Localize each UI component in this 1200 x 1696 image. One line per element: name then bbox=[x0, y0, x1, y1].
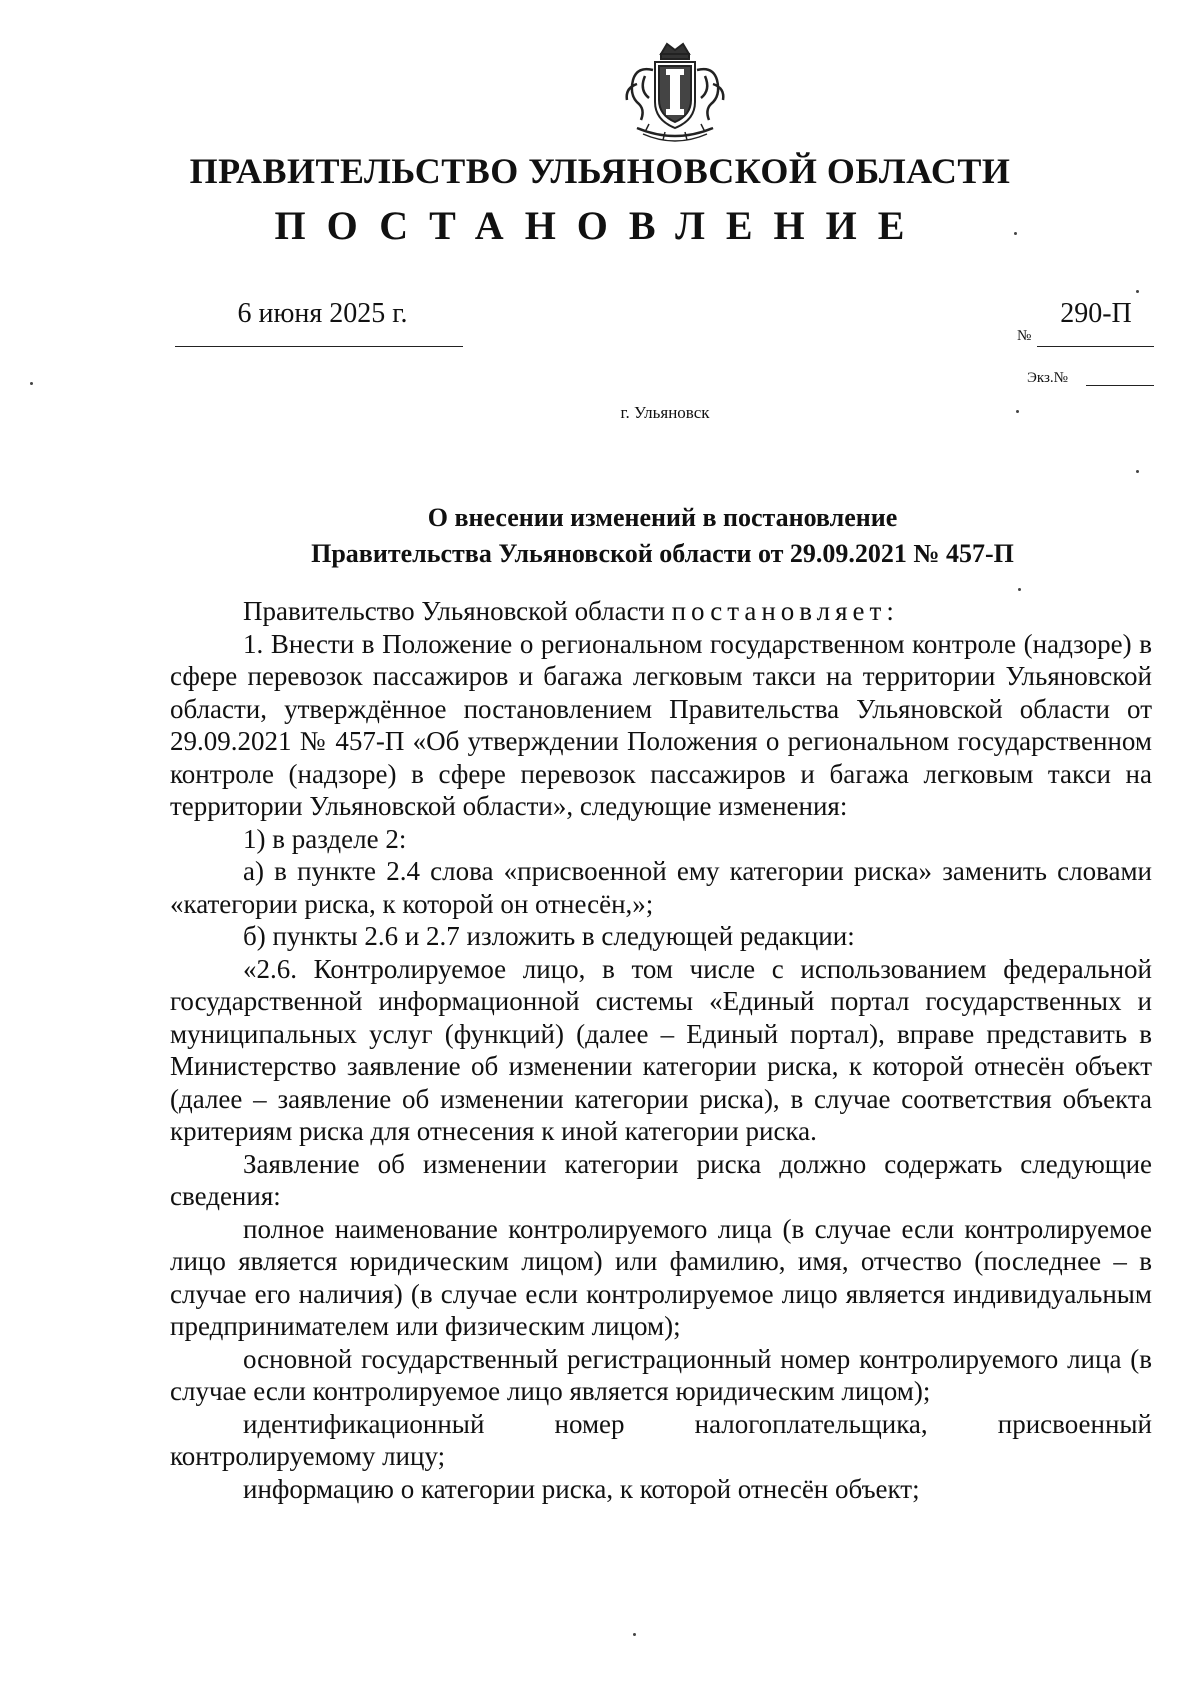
decree-date: 6 июня 2025 г. bbox=[237, 298, 408, 329]
decree-body bbox=[170, 595, 1152, 1505]
paragraph: Заявление об изменении категории риска должно содержать следующие сведения: bbox=[170, 1148, 1152, 1211]
paragraph: 1. Внести в Положение о региональном государственном контроле (надзоре) в сфере перевозок пассажиров и багажа легковым такси на территории Ульяновской области, утверждённое постановлением Правительства Ульяновской области от 29.09.2021 № 457-П «Об утверждении Положения о региональном государственном контроле (надзоре) в сфере перевозок пассажиров и багажа легковым такси на территории Ульяновской области», следующие изменения: bbox=[170, 628, 1152, 821]
copy-number-label: Экз.№ bbox=[1027, 370, 1068, 386]
decree-heading bbox=[175, 500, 1150, 572]
paragraph: основной государственный регистрационный номер контролируемого лица (в случае если контролируемое лицо является юридическим лицом); bbox=[170, 1343, 1152, 1406]
paragraph: а) в пункте 2.4 слова «присвоенной ему категории риска» заменить словами «категории риска, к которой он отнесён,»; bbox=[170, 856, 1152, 919]
paragraph: 1) в разделе 2: bbox=[243, 823, 407, 854]
decree-number: 290-П bbox=[1060, 298, 1132, 329]
decree-title: ПОСТАНОВЛЕНИЕ bbox=[274, 203, 926, 248]
scan-speck bbox=[1016, 410, 1019, 413]
paragraph: полное наименование контролируемого лица (в случае если контролируемое лицо является юридическим лицом) или фамилию, имя, отчество (последнее – в случае его наличия) (в случае если контролируемое лицо является индивидуальным предпринимателем или физическим лицом); bbox=[170, 1213, 1152, 1341]
paragraph: информацию о категории риска, к которой отнесён объект; bbox=[243, 1473, 920, 1504]
paragraph: «2.6. Контролируемое лицо, в том числе с использованием федеральной государственной информационной системы «Единый портал государственных и муниципальных услуг (функций) (далее – Единый портал), вправе представить в Министерство заявление об изменении категории риска, к которой отнесён объект (далее – заявление об изменении категории риска), в случае соответствия объекта критериям риска для отнесения к иной категории риска. bbox=[170, 953, 1152, 1146]
intro-text: Правительство Ульяновской области bbox=[243, 596, 672, 626]
coat-of-arms-emblem bbox=[615, 40, 735, 152]
scan-speck bbox=[30, 382, 33, 385]
number-underline bbox=[1037, 346, 1154, 347]
paragraph: идентификационный номер налогоплательщика, присвоенный контролируемому лицу; bbox=[170, 1408, 1152, 1471]
intro-paragraph bbox=[170, 595, 1152, 628]
copy-number-underline bbox=[1086, 385, 1154, 386]
heading-line-1: О внесении изменений в постановление bbox=[427, 503, 898, 532]
scan-speck bbox=[1018, 588, 1021, 591]
scan-speck bbox=[1136, 470, 1139, 473]
scan-speck bbox=[1136, 290, 1139, 293]
date-underline bbox=[175, 346, 463, 347]
intro-spaced-verb: постановляет bbox=[671, 596, 887, 626]
government-title: ПРАВИТЕЛЬСТВО УЛЬЯНОВСКОЙ ОБЛАСТИ bbox=[189, 151, 1011, 191]
intro-colon: : bbox=[886, 596, 894, 626]
scan-speck bbox=[1014, 232, 1017, 235]
scan-speck bbox=[633, 1633, 636, 1636]
number-sign: № bbox=[1017, 328, 1032, 344]
city-name: г. Ульяновск bbox=[620, 403, 710, 422]
heading-line-2: Правительства Ульяновской области от 29.09.2021 № 457-П bbox=[311, 539, 1014, 568]
paragraph: б) пункты 2.6 и 2.7 изложить в следующей редакции: bbox=[243, 921, 855, 951]
